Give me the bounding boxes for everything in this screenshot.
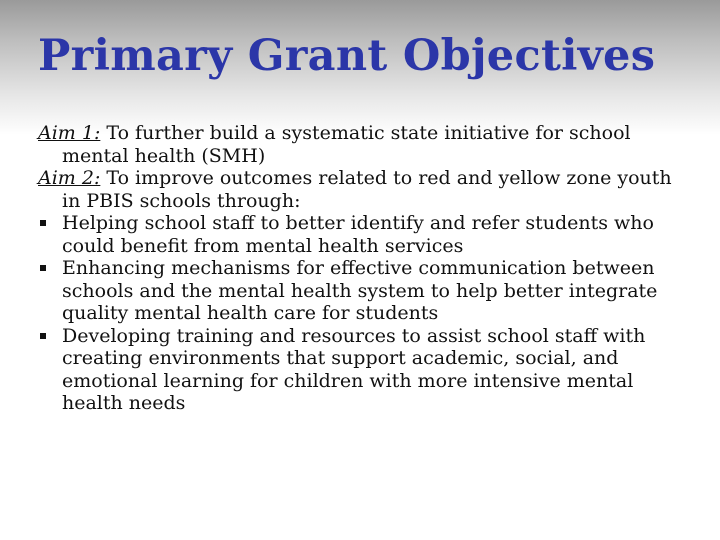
bullet-item [38, 257, 678, 325]
square-bullet-icon [40, 220, 46, 226]
square-bullet-icon [40, 265, 46, 271]
aim-2-paragraph [38, 167, 678, 212]
aim-2-label: Aim 2: [38, 167, 101, 189]
bullet-item [38, 325, 678, 415]
aim-1-text: To further build a systematic state initiative for school mental health (SMH) [62, 122, 631, 167]
bullet-text: Developing training and resources to assist school staff with creating environments that support academic, social, and emotional learning for children with more intensive mental health needs [62, 324, 646, 414]
aim-1-label: Aim 1: [38, 122, 101, 144]
bullet-item [38, 212, 678, 257]
aim-2-text: To improve outcomes related to red and yellow zone youth in PBIS schools through: [62, 167, 672, 212]
bullet-text: Enhancing mechanisms for effective communication between schools and the mental health system to help better integrate quality mental health care for students [62, 257, 658, 324]
aim-1-paragraph [38, 122, 678, 167]
square-bullet-icon [40, 333, 46, 339]
aim-2-bullet-list [38, 212, 678, 415]
bullet-text: Helping school staff to better identify and refer students who could benefit from mental health services [62, 212, 654, 257]
slide-body [38, 122, 678, 415]
slide-title: Primary Grant Objectives [38, 31, 656, 81]
